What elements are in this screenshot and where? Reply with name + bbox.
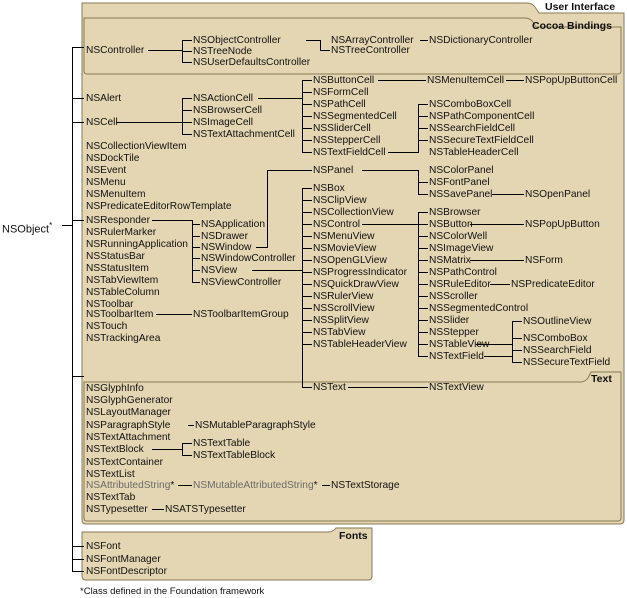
class-nsmutableattributedstring [193,480,318,491]
class-nsopenpanel: NSOpenPanel [525,189,591,200]
class-nscontrol: NSControl [313,219,360,230]
class-nstextstorage: NSTextStorage [331,480,400,491]
class-nstexttab: NSTextTab [86,492,136,503]
class-nstoolbaritemgroup: NSToolbarItemGroup [193,309,289,320]
class-nssearchfield: NSSearchField [523,345,592,356]
class-nstrackingarea: NSTrackingArea [86,333,161,344]
class-nsslidercell: NSSliderCell [313,123,371,134]
class-nstextview: NSTextView [429,382,484,393]
class-nsfontpanel: NSFontPanel [429,177,490,188]
foundation-mark: * [49,221,53,230]
class-nspredicateeditor: NSPredicateEditor [511,279,595,290]
group-header-fonts: Fonts [339,530,368,542]
footnote-text: Class defined in the Foundation framework [83,586,265,597]
class-nscombobox: NSComboBox [523,333,588,344]
class-nsruleeditor: NSRuleEditor [429,279,491,290]
root-class-nsobject [2,220,52,236]
class-nsimageview: NSImageView [429,243,494,254]
class-nsmatrix: NSMatrix [429,255,471,266]
class-nsmenu: NSMenu [86,177,126,188]
class-nsmutableparagraphstyle: NSMutableParagraphStyle [195,420,316,431]
class-nsrulerview: NSRulerView [313,291,374,302]
class-nstextfield: NSTextField [429,351,484,362]
class-nstableheadercell: NSTableHeaderCell [429,147,519,158]
class-nsresponder: NSResponder [86,215,150,226]
class-nstabview: NSTabView [313,327,366,338]
class-nssteppercell: NSStepperCell [313,135,381,146]
class-nstextattachmentcell: NSTextAttachmentCell [193,129,295,140]
class-nsdictionarycontroller: NSDictionaryController [429,35,533,46]
class-nsattributedstring [86,480,174,491]
class-nsquickdrawview: NSQuickDrawView [313,279,399,290]
class-nsmovieview: NSMovieView [313,243,377,254]
class-nsmenuitemcell: NSMenuItemCell [427,75,504,86]
class-nsprogressindicator: NSProgressIndicator [313,267,407,278]
class-nsview: NSView [201,265,238,276]
class-nstableheaderview: NSTableHeaderView [313,339,407,350]
class-nstoolbaritem: NSToolbarItem [86,309,154,320]
class-nstextblock: NSTextBlock [86,444,144,455]
root-class-label: NSObject [2,223,50,236]
class-nspopupbutton: NSPopUpButton [525,219,600,230]
class-nsstatusbar: NSStatusBar [86,251,145,262]
class-nspredicateeditorrowtemplate: NSPredicateEditorRowTemplate [86,201,232,212]
foundation-mark: * [313,480,318,491]
class-nsattributedstring-label: NSAttributedString [86,480,171,491]
class-nstouch: NSTouch [86,321,128,332]
class-nsuserdefaultscontroller: NSUserDefaultsController [193,57,311,68]
class-nscollectionview: NSCollectionView [313,207,394,218]
class-nsrunningapplication: NSRunningApplication [86,239,188,250]
class-nstypesetter: NSTypesetter [86,504,148,515]
class-nsapplication: NSApplication [201,219,265,230]
footnote [80,586,264,597]
class-nsmenuview: NSMenuView [313,231,375,242]
class-nssearchfieldcell: NSSearchFieldCell [429,123,516,134]
class-nsalert: NSAlert [86,93,122,104]
group-header-text: Text [591,373,612,385]
class-nspathcell: NSPathCell [313,99,366,110]
class-nsparagraphstyle: NSParagraphStyle [86,420,171,431]
class-nsrulermarker: NSRulerMarker [86,227,157,238]
class-nsslider: NSSlider [429,315,470,326]
class-nsarraycontroller: NSArrayController [331,35,414,46]
class-nsbutton: NSButton [429,219,473,230]
class-nscollectionviewitem: NSCollectionViewItem [86,141,187,152]
class-nsclipview: NSClipView [313,195,367,206]
class-nspanel: NSPanel [313,165,354,176]
class-nstableview: NSTableView [429,339,490,350]
class-nscontroller: NSController [86,45,145,56]
class-nspathcontrol: NSPathControl [429,267,497,278]
class-nsdocktile: NSDockTile [86,153,140,164]
class-nsfontdescriptor: NSFontDescriptor [86,566,167,577]
class-nssplitview: NSSplitView [313,315,369,326]
class-nstextlist: NSTextList [86,469,135,480]
class-nsoutlineview: NSOutlineView [523,316,592,327]
class-nsglyphgenerator: NSGlyphGenerator [86,395,173,406]
class-nsstepper: NSStepper [429,327,479,338]
class-nscolorwell: NSColorWell [429,231,488,242]
class-nsscrollview: NSScrollView [313,303,375,314]
class-nswindow: NSWindow [201,242,252,253]
class-nsdrawer: NSDrawer [201,231,248,242]
class-nstreenode: NSTreeNode [193,46,253,57]
class-nsobjectcontroller: NSObjectController [193,35,281,46]
group-header-user-interface: User Interface [545,1,616,13]
class-nsatstypesetter: NSATSTypesetter [165,504,246,515]
class-nsscroller: NSScroller [429,291,478,302]
class-nssavepanel: NSSavePanel [429,189,493,200]
foundation-mark: * [170,480,175,491]
class-nsbuttoncell: NSButtonCell [313,75,375,86]
class-nsopenglview: NSOpenGLView [313,255,387,266]
class-nstreecontroller: NSTreeController [331,45,410,56]
class-nsstatusitem: NSStatusItem [86,263,149,274]
class-nsbrowsercell: NSBrowserCell [193,105,263,116]
class-nstoolbar: NSToolbar [86,299,134,310]
class-nssecuretextfield: NSSecureTextField [523,357,611,368]
class-nsviewcontroller: NSViewController [201,277,282,288]
class-nsimagecell: NSImageCell [193,117,254,128]
class-nspathcomponentcell: NSPathComponentCell [429,111,535,122]
class-nssegmentedcell: NSSegmentedCell [313,111,397,122]
class-nssecuretextfieldcell: NSSecureTextFieldCell [429,135,534,146]
class-nstexttableblock: NSTextTableBlock [193,450,276,461]
class-nsactioncell: NSActionCell [193,93,254,104]
class-nswindowcontroller: NSWindowController [201,253,296,264]
class-nslayoutmanager: NSLayoutManager [86,407,171,418]
class-nsmenuitem: NSMenuItem [86,189,146,200]
class-nsbrowser: NSBrowser [429,207,481,218]
class-nscomboboxcell: NSComboBoxCell [429,99,512,110]
class-nstextcontainer: NSTextContainer [86,457,164,468]
class-nstextfieldcell: NSTextFieldCell [313,147,386,158]
class-nstexttable: NSTextTable [193,438,251,449]
class-nsfontmanager: NSFontManager [86,554,161,565]
group-header-cocoa-bindings: Cocoa Bindings [532,20,612,32]
class-nstabviewitem: NSTabViewItem [86,275,159,286]
class-nsglyphinfo: NSGlyphInfo [86,383,144,394]
class-nscolorpanel: NSColorPanel [429,165,494,176]
class-nscell: NSCell [86,117,118,128]
class-nspopupbuttoncell: NSPopUpButtonCell [525,75,618,86]
class-nsbox: NSBox [313,183,345,194]
class-nsform: NSForm [525,255,563,266]
class-nstextattachment: NSTextAttachment [86,432,171,443]
class-nsfont: NSFont [86,541,121,552]
class-nstablecolumn: NSTableColumn [86,287,160,298]
footnote-mark: * [80,586,84,597]
class-nstext: NSText [313,382,346,393]
class-nsformcell: NSFormCell [313,87,369,98]
class-nsmutableattributedstring-label: NSMutableAttributedString [193,480,314,491]
class-nsevent: NSEvent [86,165,127,176]
class-nssegmentedcontrol: NSSegmentedControl [429,303,529,314]
